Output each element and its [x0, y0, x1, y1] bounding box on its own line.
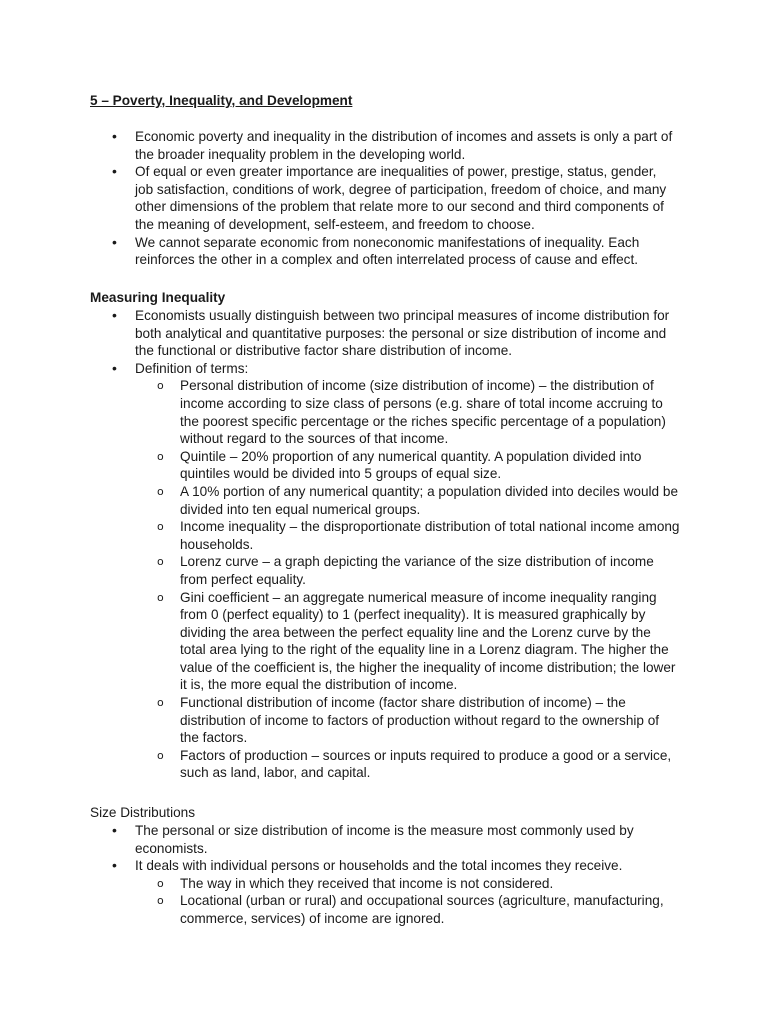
size-text: The personal or size distribution of income is the measure most commonly used by economists.: [135, 823, 634, 856]
definition-text: Lorenz curve – a graph depicting the variance of the size distribution of income from perfect equality.: [180, 554, 654, 587]
list-item: [0, 307, 675, 360]
measuring-inequality-heading: Measuring Inequality: [90, 290, 226, 305]
sub-text: The way in which they received that income is not considered.: [180, 875, 554, 891]
definition-item: [157, 747, 680, 782]
sub-bullet-icon: o: [157, 696, 164, 710]
list-item: [0, 822, 675, 857]
definition-item: [157, 518, 680, 553]
size-text: It deals with individual persons or households and the total incomes they receive.: [135, 858, 623, 874]
measuring-section: [0, 307, 768, 782]
intro-section: [0, 128, 768, 269]
sub-list-item: [157, 875, 680, 893]
intro-text: Economic poverty and inequality in the distribution of incomes and assets is only a part of the broader inequality problem in the developing world.: [135, 129, 673, 162]
intro-bullet-list: [0, 128, 768, 269]
list-item: [0, 163, 675, 233]
page-title: 5 – Poverty, Inequality, and Development: [90, 93, 353, 108]
definition-text: Functional distribution of income (factor share distribution of income) – the distribution of income to factors of production without regard to the ownership of the factors.: [180, 695, 660, 746]
measuring-bullet-list: [0, 307, 768, 782]
definition-text: Personal distribution of income (size distribution of income) – the distribution of income according to size class of persons (e.g. share of total income accruing to the poorest specific percentage or the riches specific percentage of a population) without regard to the sources of that income.: [180, 378, 666, 447]
list-item: [0, 234, 675, 269]
definition-item: [157, 377, 680, 447]
sub-list-item: [157, 892, 680, 927]
definition-text: Gini coefficient – an aggregate numerical measure of income inequality ranging from 0 (perfect equality) to 1 (perfect inequality). It is measured graphically by dividing the area between the perfect equality line and the Lorenz curve by the total area lying to the right of the equality line in a Lorenz diagram. The higher the value of the coefficient is, the higher the inequality of income distribution; the lower it is, the more equal the distribution of income.: [180, 589, 676, 693]
definition-item: [157, 694, 680, 747]
intro-text: Of equal or even greater importance are inequalities of power, prestige, status, gender, job satisfaction, conditions of work, degree of participation, freedom of choice, and many other dimensions of the problem that relate more to our second and third components of the meaning of development, self-esteem, and freedom to choose.: [135, 164, 667, 232]
sub-bullet-icon: o: [157, 555, 164, 569]
sub-bullet-icon: o: [157, 449, 164, 463]
sub-bullet-icon: o: [157, 379, 164, 393]
definitions-label: Definition of terms:: [135, 360, 249, 376]
definition-item: [157, 448, 680, 483]
size-sub-list: [135, 875, 675, 928]
size-distributions-heading: Size Distributions: [90, 805, 196, 820]
sub-bullet-icon: o: [157, 484, 164, 498]
intro-text: We cannot separate economic from noneconomic manifestations of inequality. Each reinforces the other in a complex and often interrelated process of cause and effect.: [135, 234, 640, 268]
definition-text: Factors of production – sources or inputs required to produce a good or a service, such as land, labor, and capital.: [180, 747, 672, 781]
measuring-text: Economists usually distinguish between two principal measures of income distribution for both analytical and quantitative purposes: the personal or size distribution of income and the functional or distributive factor share distribution of income.: [135, 308, 670, 359]
list-item: [0, 359, 680, 782]
sub-bullet-icon: o: [157, 876, 164, 890]
definition-text: Quintile – 20% proportion of any numerical quantity. A population divided into quintiles would be divided into 5 groups of equal size.: [180, 448, 642, 482]
definition-item: [157, 589, 680, 695]
bullet-icon: •: [112, 163, 117, 180]
sub-bullet-icon: o: [157, 748, 164, 762]
bullet-icon: •: [112, 822, 117, 838]
definitions-list: [135, 377, 680, 782]
list-item: [0, 128, 675, 163]
sub-bullet-icon: o: [157, 894, 164, 908]
size-section: [0, 822, 768, 928]
bullet-icon: •: [112, 307, 117, 323]
bullet-icon: •: [112, 359, 117, 376]
bullet-icon: •: [112, 128, 117, 144]
definition-text: Income inequality – the disproportionate distribution of total national income among households.: [180, 519, 680, 552]
definition-item: [157, 553, 680, 588]
sub-text: Locational (urban or rural) and occupational sources (agriculture, manufacturing, commerce, services) of income are ignored.: [180, 893, 664, 926]
list-item: [0, 857, 675, 927]
definition-item: [157, 483, 680, 518]
bullet-icon: •: [112, 857, 117, 874]
definition-text: A 10% portion of any numerical quantity; a population divided into deciles would be divided into ten equal numerical groups.: [180, 483, 679, 517]
bullet-icon: •: [112, 233, 117, 250]
sub-bullet-icon: o: [157, 590, 164, 604]
size-bullet-list: [0, 822, 768, 928]
sub-bullet-icon: o: [157, 520, 164, 534]
